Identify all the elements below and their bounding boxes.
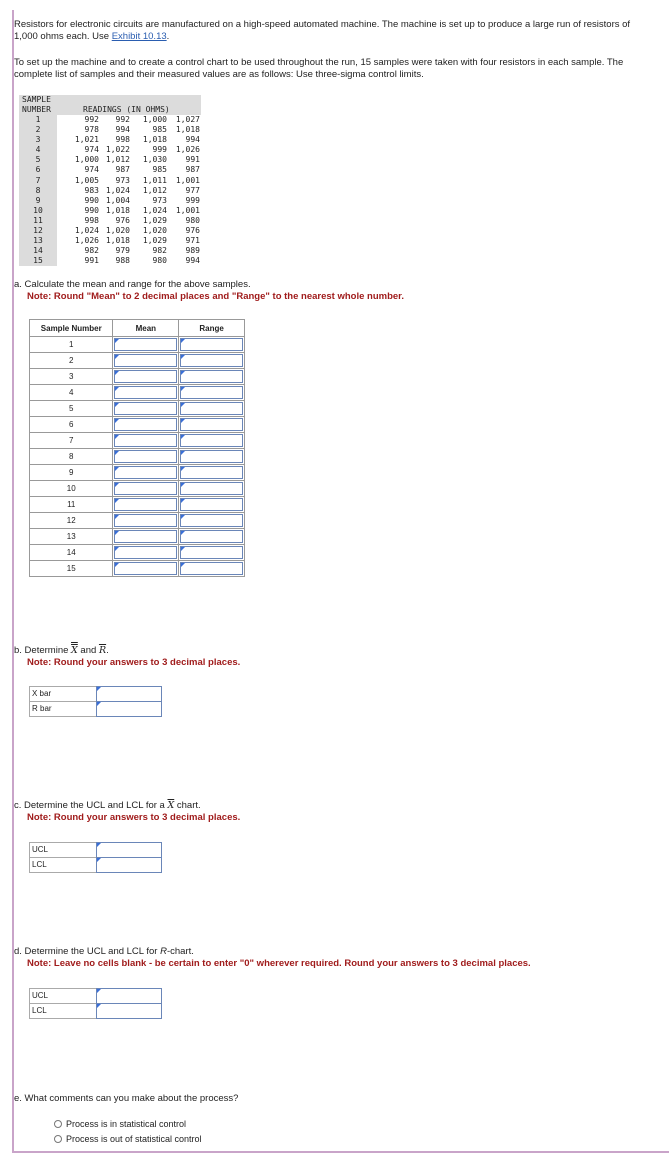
range-input[interactable] bbox=[180, 482, 243, 495]
sample-number: 2 bbox=[19, 125, 57, 135]
readings-row bbox=[19, 186, 201, 196]
table-row bbox=[30, 401, 245, 417]
x-bar-input[interactable] bbox=[96, 686, 162, 702]
reading-value: 987 bbox=[185, 165, 200, 175]
lcl-r-input[interactable] bbox=[96, 1003, 162, 1019]
sample-number: 1 bbox=[19, 115, 57, 125]
range-cell bbox=[179, 529, 245, 545]
reading-value: 994 bbox=[185, 256, 200, 266]
range-cell bbox=[179, 385, 245, 401]
sample-number: 5 bbox=[19, 155, 57, 165]
table-row bbox=[30, 465, 245, 481]
sample-number: 7 bbox=[19, 176, 57, 186]
readings-row bbox=[19, 115, 201, 125]
reading-value: 999 bbox=[185, 195, 200, 205]
ucl-r-input[interactable] bbox=[96, 988, 162, 1004]
reading-value: 991 bbox=[185, 155, 200, 165]
range-cell bbox=[179, 497, 245, 513]
reading-value: 1,000 bbox=[142, 115, 167, 124]
sample-number-cell: 11 bbox=[30, 497, 113, 513]
reading-value: 976 bbox=[185, 226, 200, 236]
reading-value: 980 bbox=[152, 256, 167, 266]
reading-value: 1,024 bbox=[105, 185, 130, 195]
radio-circle-icon[interactable] bbox=[54, 1120, 62, 1128]
sample-number-cell: 4 bbox=[30, 385, 113, 401]
reading-value: 1,026 bbox=[175, 145, 200, 155]
reading-value: 1,001 bbox=[175, 175, 200, 185]
range-cell bbox=[179, 465, 245, 481]
reading-value: 1,000 bbox=[74, 155, 99, 165]
reading-value: 1,012 bbox=[142, 185, 167, 195]
range-input[interactable] bbox=[180, 434, 243, 447]
reading-value: 982 bbox=[152, 246, 167, 256]
sample-number: 13 bbox=[19, 236, 57, 246]
part-c-table bbox=[29, 842, 162, 873]
table-row bbox=[30, 481, 245, 497]
mean-range-table bbox=[29, 319, 245, 577]
mean-input[interactable] bbox=[114, 546, 177, 559]
reading-value: 1,018 bbox=[175, 125, 200, 135]
reading-value: 988 bbox=[115, 256, 130, 266]
reading-value: 1,004 bbox=[105, 195, 130, 205]
reading-value: 974 bbox=[84, 145, 99, 155]
sample-number-cell: 8 bbox=[30, 449, 113, 465]
reading-value: 1,020 bbox=[105, 226, 130, 236]
table-row bbox=[30, 433, 245, 449]
reading-value: 1,012 bbox=[105, 155, 130, 165]
part-d-block bbox=[14, 946, 531, 970]
sample-number-cell: 15 bbox=[30, 561, 113, 577]
reading-value: 1,026 bbox=[74, 236, 99, 246]
reading-value: 982 bbox=[84, 246, 99, 256]
mean-cell bbox=[113, 561, 179, 577]
reading-value: 1,024 bbox=[142, 205, 167, 215]
range-input[interactable] bbox=[180, 498, 243, 511]
reading-value: 980 bbox=[185, 215, 200, 225]
r-bar-input[interactable] bbox=[96, 701, 162, 717]
sample-number-cell: 3 bbox=[30, 369, 113, 385]
part-b-note: Note: Round your answers to 3 decimal places. bbox=[27, 657, 241, 668]
range-input[interactable] bbox=[180, 402, 243, 415]
mean-input[interactable] bbox=[114, 482, 177, 495]
range-cell bbox=[179, 561, 245, 577]
sample-number: 3 bbox=[19, 135, 57, 145]
setup-paragraph: To set up the machine and to create a control chart to be used throughout the run, 15 samples were taken with four resistors in each sample. The complete list of samples and their measured values are as follows: Use three-sigma control limits. bbox=[14, 57, 624, 80]
sample-number-cell: 6 bbox=[30, 417, 113, 433]
readings-row bbox=[19, 236, 201, 246]
sample-number: 11 bbox=[19, 216, 57, 226]
radio-circle-icon[interactable] bbox=[54, 1135, 62, 1143]
reading-value: 990 bbox=[84, 205, 99, 215]
table-row bbox=[30, 561, 245, 577]
col-mean: Mean bbox=[113, 320, 179, 337]
part-b-table bbox=[29, 686, 162, 717]
readings-table bbox=[19, 95, 201, 265]
reading-value: 977 bbox=[185, 185, 200, 195]
range-input[interactable] bbox=[180, 418, 243, 431]
ucl-r-label: UCL bbox=[29, 988, 97, 1004]
table-row bbox=[30, 385, 245, 401]
part-c-note: Note: Round your answers to 3 decimal places. bbox=[27, 812, 241, 823]
sample-number-cell: 13 bbox=[30, 529, 113, 545]
reading-value: 973 bbox=[115, 175, 130, 185]
range-input[interactable] bbox=[180, 514, 243, 527]
part-a-block bbox=[14, 279, 404, 303]
reading-value: 1,027 bbox=[175, 115, 200, 124]
readings-row bbox=[19, 256, 201, 266]
mean-cell bbox=[113, 417, 179, 433]
reading-value: 1,024 bbox=[74, 226, 99, 236]
table-row bbox=[30, 369, 245, 385]
option-out-of-control[interactable]: Process is out of statistical control bbox=[54, 1131, 202, 1146]
reading-value: 999 bbox=[152, 145, 167, 155]
readings-row bbox=[19, 135, 201, 145]
reading-value: 1,018 bbox=[142, 135, 167, 145]
lcl-x-label: LCL bbox=[29, 857, 97, 873]
mean-cell bbox=[113, 337, 179, 353]
reading-value: 978 bbox=[84, 125, 99, 135]
range-input[interactable] bbox=[180, 466, 243, 479]
table-row bbox=[30, 545, 245, 561]
range-cell bbox=[179, 481, 245, 497]
reading-value: 1,029 bbox=[142, 236, 167, 246]
reading-value: 973 bbox=[152, 195, 167, 205]
part-a-question: a. Calculate the mean and range for the above samples. bbox=[14, 279, 251, 290]
part-a-note: Note: Round "Mean" to 2 decimal places and "Range" to the nearest whole number. bbox=[27, 291, 404, 302]
mean-input[interactable] bbox=[114, 498, 177, 511]
reading-value: 994 bbox=[185, 135, 200, 145]
reading-value: 974 bbox=[84, 165, 99, 175]
mean-cell bbox=[113, 513, 179, 529]
range-input[interactable] bbox=[180, 386, 243, 399]
range-cell bbox=[179, 545, 245, 561]
part-e-question: e. What comments can you make about the process? bbox=[14, 1093, 239, 1104]
mean-cell bbox=[113, 545, 179, 561]
sample-number: 9 bbox=[19, 196, 57, 206]
mean-cell bbox=[113, 353, 179, 369]
part-d-note: Note: Leave no cells blank - be certain to enter "0" wherever required. Round your answers to 3 decimal places. bbox=[27, 958, 531, 969]
part-b-question: b. Determine X and $\overline{R}$. bbox=[14, 645, 109, 656]
table-row bbox=[30, 497, 245, 513]
x-bar-label: X bar bbox=[29, 686, 97, 702]
reading-value: 994 bbox=[115, 125, 130, 135]
part-c-question: c. Determine the UCL and LCL for a $\overline{X}$ chart. bbox=[14, 800, 201, 811]
mean-cell bbox=[113, 449, 179, 465]
part-d-question: d. Determine the UCL and LCL for R-chart. bbox=[14, 946, 194, 957]
part-e-options bbox=[54, 1116, 202, 1146]
mean-input[interactable] bbox=[114, 418, 177, 431]
range-input[interactable] bbox=[180, 562, 243, 575]
range-cell bbox=[179, 433, 245, 449]
sample-number: 4 bbox=[19, 145, 57, 155]
reading-value: 992 bbox=[115, 115, 130, 124]
sample-number-cell: 10 bbox=[30, 481, 113, 497]
reading-value: 1,001 bbox=[175, 205, 200, 215]
range-input[interactable] bbox=[180, 370, 243, 383]
reading-value: 1,018 bbox=[105, 236, 130, 246]
mean-cell bbox=[113, 481, 179, 497]
readings-row bbox=[19, 145, 201, 155]
reading-value: 989 bbox=[185, 246, 200, 256]
reading-value: 992 bbox=[84, 115, 99, 124]
reading-value: 990 bbox=[84, 195, 99, 205]
col-range: Range bbox=[179, 320, 245, 337]
option-in-control[interactable]: Process is in statistical control bbox=[54, 1116, 202, 1131]
mean-cell bbox=[113, 497, 179, 513]
reading-value: 979 bbox=[115, 246, 130, 256]
range-input[interactable] bbox=[180, 354, 243, 367]
readings-header: SAMPLE NUMBER READINGS (IN OHMS) bbox=[19, 95, 201, 115]
reading-value: 1,030 bbox=[142, 155, 167, 165]
reading-value: 987 bbox=[115, 165, 130, 175]
mean-input[interactable] bbox=[114, 450, 177, 463]
mean-input[interactable] bbox=[114, 530, 177, 543]
mean-input[interactable] bbox=[114, 338, 177, 351]
part-c-block bbox=[14, 800, 240, 824]
table-row bbox=[30, 513, 245, 529]
sample-number-cell: 5 bbox=[30, 401, 113, 417]
intro-paragraph: Resistors for electronic circuits are manufactured on a high-speed automated machine. The machine is set up to produce a large run of resistors of 1,000 ohms each. Use Exhibit 10.13. bbox=[14, 19, 631, 42]
exhibit-link[interactable]: Exhibit 10.13 bbox=[111, 31, 167, 42]
range-cell bbox=[179, 337, 245, 353]
mean-cell bbox=[113, 401, 179, 417]
readings-row bbox=[19, 196, 201, 206]
reading-value: 1,018 bbox=[105, 205, 130, 215]
reading-value: 1,021 bbox=[74, 135, 99, 145]
readings-row bbox=[19, 176, 201, 186]
mean-input[interactable] bbox=[114, 466, 177, 479]
reading-value: 998 bbox=[84, 215, 99, 225]
lcl-x-input[interactable] bbox=[96, 857, 162, 873]
table-row bbox=[30, 529, 245, 545]
sample-number-cell: 14 bbox=[30, 545, 113, 561]
reading-value: 971 bbox=[185, 236, 200, 246]
col-sample-number: Sample Number bbox=[30, 320, 113, 337]
reading-value: 991 bbox=[84, 256, 99, 266]
sample-number: 10 bbox=[19, 206, 57, 216]
reading-value: 985 bbox=[152, 165, 167, 175]
mean-cell bbox=[113, 529, 179, 545]
table-row bbox=[30, 353, 245, 369]
range-input[interactable] bbox=[180, 338, 243, 351]
table-row bbox=[30, 417, 245, 433]
reading-value: 998 bbox=[115, 135, 130, 145]
readings-row bbox=[19, 206, 201, 216]
mean-input[interactable] bbox=[114, 402, 177, 415]
mean-input[interactable] bbox=[114, 434, 177, 447]
sample-number-cell: 1 bbox=[30, 337, 113, 353]
table-row bbox=[30, 337, 245, 353]
range-input[interactable] bbox=[180, 546, 243, 559]
readings-row bbox=[19, 226, 201, 236]
range-input[interactable] bbox=[180, 530, 243, 543]
mean-cell bbox=[113, 369, 179, 385]
mean-input[interactable] bbox=[114, 370, 177, 383]
mean-cell bbox=[113, 465, 179, 481]
sample-number: 6 bbox=[19, 165, 57, 175]
part-d-table bbox=[29, 988, 162, 1019]
sample-number-cell: 7 bbox=[30, 433, 113, 449]
lcl-r-label: LCL bbox=[29, 1003, 97, 1019]
mean-cell bbox=[113, 385, 179, 401]
part-b-block bbox=[14, 645, 240, 669]
reading-value: 1,020 bbox=[142, 226, 167, 236]
sample-number: 12 bbox=[19, 226, 57, 236]
readings-row bbox=[19, 155, 201, 165]
readings-row bbox=[19, 165, 201, 175]
range-input[interactable] bbox=[180, 450, 243, 463]
sample-number: 15 bbox=[19, 256, 57, 266]
range-cell bbox=[179, 369, 245, 385]
sample-number: 8 bbox=[19, 186, 57, 196]
range-cell bbox=[179, 353, 245, 369]
readings-row bbox=[19, 246, 201, 256]
reading-value: 1,005 bbox=[74, 175, 99, 185]
mean-input[interactable] bbox=[114, 354, 177, 367]
reading-value: 1,022 bbox=[105, 145, 130, 155]
mean-cell bbox=[113, 433, 179, 449]
ucl-x-input[interactable] bbox=[96, 842, 162, 858]
sample-number-cell: 2 bbox=[30, 353, 113, 369]
sample-number-cell: 12 bbox=[30, 513, 113, 529]
mean-input[interactable] bbox=[114, 386, 177, 399]
reading-value: 1,011 bbox=[142, 175, 167, 185]
sample-number-cell: 9 bbox=[30, 465, 113, 481]
reading-value: 983 bbox=[84, 185, 99, 195]
range-cell bbox=[179, 417, 245, 433]
reading-value: 1,029 bbox=[142, 215, 167, 225]
mean-input[interactable] bbox=[114, 514, 177, 527]
part-e-block bbox=[14, 1093, 238, 1105]
reading-value: 985 bbox=[152, 125, 167, 135]
table-row bbox=[30, 449, 245, 465]
ucl-x-label: UCL bbox=[29, 842, 97, 858]
mean-input[interactable] bbox=[114, 562, 177, 575]
range-cell bbox=[179, 449, 245, 465]
reading-value: 976 bbox=[115, 215, 130, 225]
sample-number: 14 bbox=[19, 246, 57, 256]
range-cell bbox=[179, 513, 245, 529]
r-bar-label: R bar bbox=[29, 701, 97, 717]
readings-row bbox=[19, 125, 201, 135]
range-cell bbox=[179, 401, 245, 417]
readings-row bbox=[19, 216, 201, 226]
